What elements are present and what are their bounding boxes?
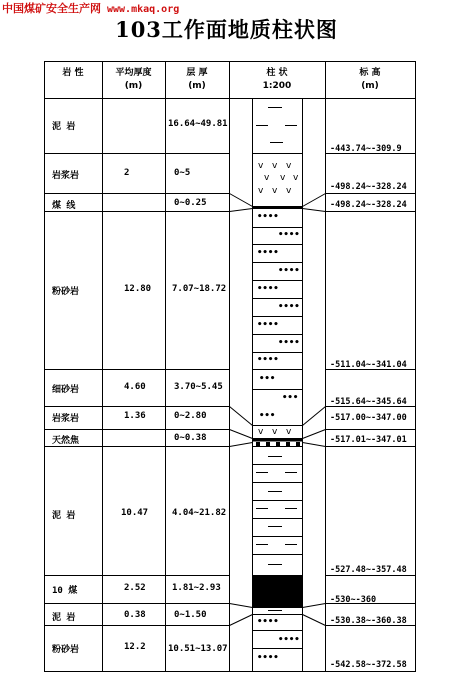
avg-thickness: 12.2	[124, 642, 146, 652]
avg-thickness: 2	[124, 168, 130, 178]
svg-text:v: v	[258, 161, 264, 171]
avg-thickness: 0.38	[124, 610, 146, 620]
avg-thickness: 12.80	[124, 284, 152, 294]
thickness-range: 10.51~13.07	[168, 644, 228, 654]
header-thickness-unit: (m)	[188, 81, 206, 91]
thickness-range: 0~2.80	[174, 411, 207, 421]
svg-text:v: v	[258, 427, 264, 437]
svg-text:••••: ••••	[257, 284, 279, 294]
coal-seam-fill	[253, 576, 303, 608]
svg-text:••••: ••••	[257, 617, 279, 627]
rock-name: 泥 岩	[52, 511, 76, 521]
thickness-range: 0~5	[174, 168, 191, 178]
svg-text:v: v	[286, 427, 292, 437]
header-scale: 1:200	[262, 81, 292, 91]
elevation-value: -517.01~-347.01	[330, 435, 407, 445]
avg-thickness: 10.47	[121, 508, 149, 518]
svg-text:••••: ••••	[257, 653, 279, 663]
thickness-range: 7.07~18.72	[172, 284, 227, 294]
svg-text:•••: •••	[259, 374, 276, 384]
watermark-url: www.mkaq.org	[107, 4, 180, 15]
elevation-value: -517.00~-347.00	[330, 413, 407, 423]
rock-name: 细砂岩	[52, 385, 80, 395]
elevation-value: -530.38~-360.38	[330, 616, 407, 626]
svg-text:•••: •••	[259, 411, 276, 421]
rock-name: 岩浆岩	[52, 171, 80, 181]
svg-text:••••: ••••	[278, 635, 300, 645]
avg-thickness: 4.60	[124, 382, 146, 392]
thickness-range: 0~0.38	[174, 433, 207, 443]
elevation-value: -530~-360	[330, 595, 377, 605]
svg-text:••••: ••••	[278, 230, 300, 240]
svg-text:••••: ••••	[278, 338, 300, 348]
elevation-value: -498.24~-328.24	[330, 182, 407, 192]
svg-text:v: v	[272, 161, 278, 171]
elevation-value: -542.58~-372.58	[330, 660, 407, 670]
elevation-value: -498.24~-328.24	[330, 200, 407, 210]
svg-text:v: v	[286, 186, 292, 196]
page-title: 103工作面地质柱状图	[115, 17, 338, 42]
rock-name: 泥 岩	[52, 613, 76, 623]
thickness-range: 3.70~5.45	[174, 382, 223, 392]
header-elevation: 标 高	[359, 68, 381, 78]
thickness-range: 1.81~2.93	[172, 583, 221, 593]
rock-name: 天然焦	[52, 436, 80, 446]
header-thickness: 层 厚	[186, 68, 208, 78]
elevation-value: -527.48~-357.48	[330, 565, 407, 575]
elevation-value: -511.04~-341.04	[330, 360, 407, 370]
elevation-value: -515.64~-345.64	[330, 397, 407, 407]
svg-text:••••: ••••	[278, 302, 300, 312]
thickness-range: 16.64~49.81	[168, 119, 228, 129]
header-avg-unit: (m)	[124, 81, 143, 91]
rock-name: 煤 线	[52, 201, 76, 211]
svg-text:••••: ••••	[257, 248, 279, 258]
elevation-value: -443.74~-309.9	[330, 144, 402, 154]
thickness-range: 0~0.25	[174, 198, 207, 208]
thickness-range: 0~1.50	[174, 610, 207, 620]
header-elevation-unit: (m)	[361, 81, 379, 91]
rock-name: 10 煤	[52, 586, 78, 596]
svg-text:v: v	[272, 186, 278, 196]
header-avg-thickness: 平均厚度	[115, 68, 152, 78]
thickness-range: 4.04~21.82	[172, 508, 227, 518]
svg-text:v: v	[280, 173, 286, 183]
svg-text:•••: •••	[282, 393, 299, 403]
svg-text:v: v	[264, 173, 270, 183]
rock-name: 粉砂岩	[52, 287, 80, 297]
rock-name: 泥 岩	[52, 122, 76, 132]
svg-text:••••: ••••	[257, 320, 279, 330]
header-rock: 岩 性	[62, 68, 84, 78]
svg-text:v: v	[272, 427, 278, 437]
svg-text:v: v	[258, 186, 264, 196]
watermark-text: 中国煤矿安全生产网	[2, 2, 101, 15]
rock-name: 粉砂岩	[52, 645, 80, 655]
svg-text:••••: ••••	[278, 266, 300, 276]
svg-text:••••: ••••	[257, 355, 279, 365]
header-column: 柱 状	[266, 68, 288, 78]
svg-text:••••: ••••	[257, 212, 279, 222]
avg-thickness: 2.52	[124, 583, 146, 593]
avg-thickness: 1.36	[124, 411, 146, 421]
rock-name: 岩浆岩	[52, 414, 80, 424]
svg-text:v: v	[286, 161, 292, 171]
svg-text:v: v	[293, 173, 299, 183]
